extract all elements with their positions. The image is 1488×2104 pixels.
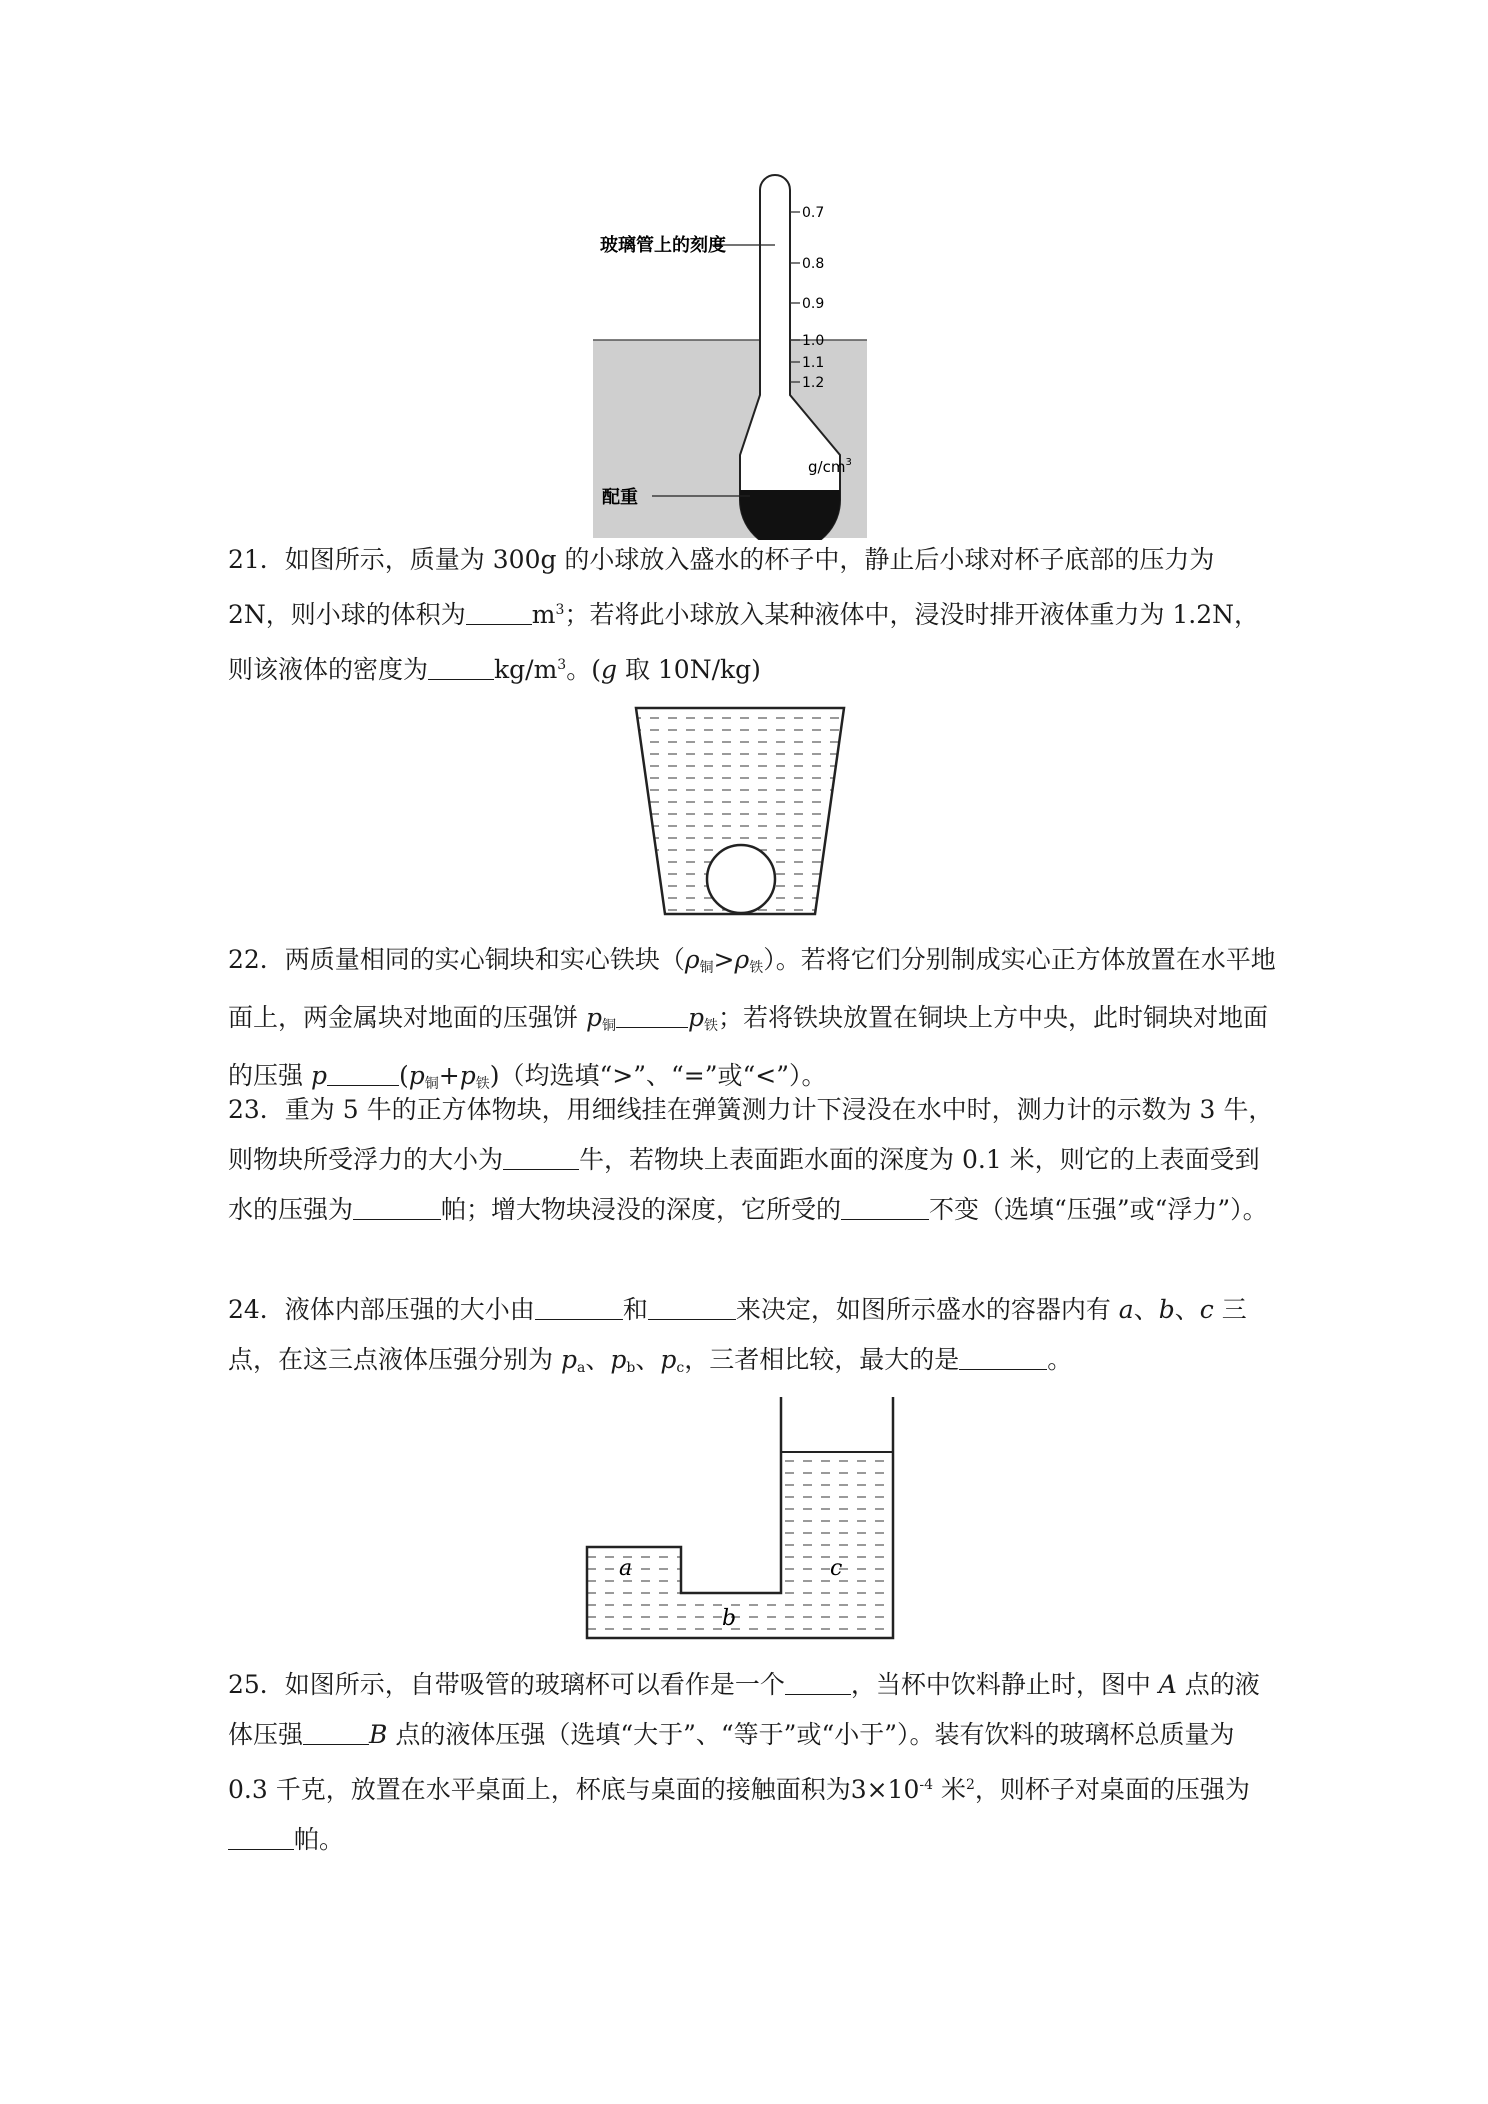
q23-blank-3[interactable] — [841, 1195, 929, 1220]
q24-pc-sub: c — [676, 1360, 685, 1376]
q22-p: p — [310, 1061, 327, 1090]
q21-unit-1-exp: 3 — [555, 602, 565, 618]
q21-g-symbol: g — [600, 655, 617, 684]
tick-1.0: 1.0 — [802, 333, 825, 349]
q23-blank-2[interactable] — [353, 1195, 441, 1220]
label-c: c — [830, 1556, 843, 1581]
q21-text-1: 21．如图所示，质量为 300g 的小球放入盛水的杯子中，静止后小球对杯子底部的压力为 2N，则小球的体积为 — [228, 545, 1215, 629]
q24-pa-sub: a — [576, 1360, 586, 1376]
q22-plus: + — [438, 1061, 460, 1090]
question-24 — [228, 1285, 1278, 1393]
question-25 — [228, 1660, 1278, 1865]
q21-unit-2: kg/m — [494, 655, 558, 684]
q24-text-2: 和 — [622, 1295, 648, 1324]
q21-blank-1[interactable] — [466, 600, 532, 625]
q24-text-5: ，三者相比较，最大的是 — [684, 1345, 960, 1374]
q24-text-6: 。 — [1047, 1345, 1073, 1374]
q23-text-3: 帕；增大物块浸没的深度，它所受的 — [441, 1195, 842, 1224]
q22-text-1: 22．两质量相同的实心铜块和实心铁块（ — [228, 945, 685, 974]
q22-p-fe-2: p — [459, 1061, 476, 1090]
q25-blank-1[interactable] — [785, 1670, 851, 1695]
label-b: b — [722, 1606, 737, 1631]
weight-label: 配重 — [602, 487, 638, 508]
question-21 — [228, 535, 1278, 695]
q23-text-2: 牛，若物块上表面距水面的深度为 0.1 米，则它的上表面受到水的压强为 — [228, 1145, 1260, 1224]
q24-pb: p — [610, 1345, 627, 1374]
q22-p-cu-2: p — [408, 1061, 425, 1090]
q23-text-4: 不变（选填“压强”或“浮力”）。 — [929, 1195, 1268, 1224]
q22-rho-cu: ρ — [684, 945, 700, 974]
question-23 — [228, 1085, 1278, 1235]
q22-text-5: )（均选填“>”、“=”或“<”）。 — [489, 1061, 827, 1090]
q24-sep-3: 、 — [585, 1345, 611, 1374]
q22-p-fe-sub: 铁 — [703, 1018, 718, 1034]
q25-text-1: 25．如图所示，自带吸管的玻璃杯可以看作是一个 — [228, 1670, 785, 1699]
q24-blank-2[interactable] — [648, 1295, 736, 1320]
tick-0.8: 0.8 — [802, 256, 825, 272]
container-figure — [585, 1395, 905, 1645]
ball — [707, 845, 775, 913]
q22-rho-fe-sub: 铁 — [749, 960, 764, 976]
question-22 — [228, 935, 1278, 1109]
q22-p-fe: p — [687, 1003, 704, 1032]
container-water — [587, 1452, 893, 1638]
label-a: a — [619, 1556, 633, 1581]
q25-text-7: 帕。 — [294, 1825, 345, 1854]
q21-blank-2[interactable] — [428, 655, 494, 680]
q22-p-cu-2-sub: 铜 — [424, 1076, 439, 1092]
hydrometer-figure — [560, 170, 960, 540]
tick-0.9: 0.9 — [802, 296, 825, 312]
q24-sep-2: 、 — [1174, 1295, 1200, 1324]
q25-text-2: ，当杯中饮料静止时，图中 — [850, 1670, 1159, 1699]
q22-text-3: ；若将铁块放置在铜块上方中央，此时铜块对地面的压强 — [228, 1003, 1268, 1090]
q21-unit-2-exp: 3 — [557, 657, 567, 673]
q24-text-3: 来决定，如图所示盛水的容器内有 — [735, 1295, 1119, 1324]
tick-1.2: 1.2 — [802, 375, 825, 391]
tick-0.7: 0.7 — [802, 205, 825, 221]
q24-point-b: b — [1158, 1295, 1175, 1324]
q25-text-4: 点的液体压强（选填“大于”、“等于”或“小于”）。装有饮料的玻璃杯总质量为 0.3 千克，放置在水平桌面上，杯底与桌面的接触面积为3×10 — [228, 1720, 1235, 1804]
q24-pc: p — [660, 1345, 677, 1374]
tick-1.1: 1.1 — [802, 355, 825, 371]
cup-ball-figure — [630, 700, 852, 922]
q22-blank-2[interactable] — [327, 1061, 399, 1086]
q25-blank-3[interactable] — [228, 1825, 294, 1850]
q24-blank-1[interactable] — [535, 1295, 623, 1320]
q22-p-cu-sub: 铜 — [601, 1018, 616, 1034]
q22-rho-cu-sub: 铜 — [699, 960, 714, 976]
q25-sq: 2 — [965, 1777, 975, 1793]
q22-blank-1[interactable] — [616, 1003, 688, 1028]
q24-pa: p — [560, 1345, 577, 1374]
q25-text-3: 点的液体压强 — [228, 1670, 1260, 1749]
density-unit: $g/cm^3$ — [808, 457, 852, 476]
q24-point-c: c — [1199, 1295, 1214, 1324]
q22-text-2: ）。若将它们分别制成实心正方体放置在水平地面上，两金属块对地面的压强饼 — [228, 945, 1276, 1032]
q21-text-2: ；若将此小球放入某种液体中，浸没时排开液体重力为 1.2N，则该液体的密度为 — [228, 600, 1260, 684]
q25-point-A: A — [1158, 1670, 1177, 1699]
q25-blank-2[interactable] — [303, 1720, 369, 1745]
q23-blank-1[interactable] — [503, 1145, 579, 1170]
q24-sep-1: 、 — [1133, 1295, 1159, 1324]
q24-point-a: a — [1118, 1295, 1134, 1324]
q24-sep-4: 、 — [635, 1345, 661, 1374]
q24-pb-sub: b — [626, 1360, 636, 1376]
q25-point-B: B — [369, 1720, 388, 1749]
q21-text-4: 取 10N/kg) — [617, 655, 761, 684]
q22-gt: > — [713, 945, 735, 974]
q24-text-4: 三点，在这三点液体压强分别为 — [228, 1295, 1247, 1374]
q22-p-cu: p — [585, 1003, 602, 1032]
q25-text-6: ，则杯子对桌面的压强为 — [974, 1775, 1250, 1804]
q25-exp: -4 — [919, 1777, 934, 1793]
q21-unit-1: m — [531, 600, 556, 629]
tube-label: 玻璃管上的刻度 — [600, 235, 726, 256]
q21-text-3: 。( — [566, 655, 601, 684]
q25-text-5: 米 — [933, 1775, 966, 1804]
q24-blank-3[interactable] — [959, 1345, 1047, 1370]
q22-text-4: ( — [398, 1061, 409, 1090]
q22-rho-fe: ρ — [734, 945, 750, 974]
q24-text-1: 24．液体内部压强的大小由 — [228, 1295, 535, 1324]
q22-p-fe-2-sub: 铁 — [475, 1076, 490, 1092]
counterweight — [740, 490, 840, 540]
q23-text-1: 23．重为 5 牛的正方体物块，用细线挂在弹簧测力计下浸没在水中时，测力计的示数为 3 牛，则物块所受浮力的大小为 — [228, 1095, 1274, 1174]
